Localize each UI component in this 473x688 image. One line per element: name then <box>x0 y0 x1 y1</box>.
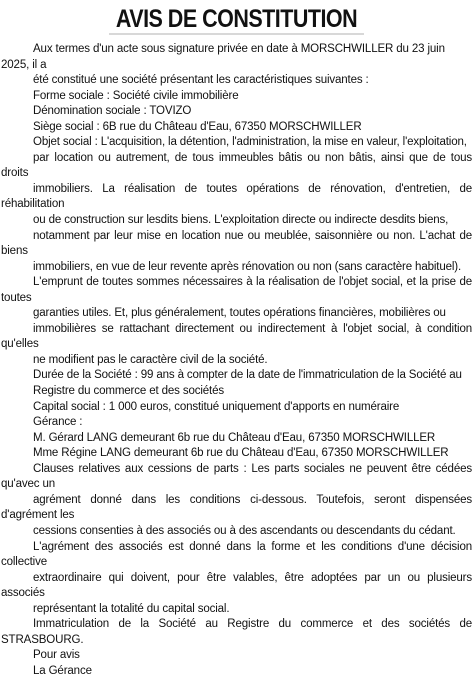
notice-line: représentant la totalité du capital social. <box>33 602 230 615</box>
notice-line: Registre du commerce et des sociétés <box>33 385 224 398</box>
notice-line: Objet social : L'acquisition, la détention, l'administration, la mise en valeur, l'exploitation, <box>33 136 467 149</box>
notice-line: immobiliers, en vue de leur revente après rénovation ou non (sans caractère habituel). <box>33 260 462 273</box>
notice-line: Mme Régine LANG demeurant 6b rue du Château d'Eau, 67350 MORSCHWILLER <box>33 447 449 460</box>
notice-line: Aux termes d'un acte sous signature privée en date à MORSCHWILLER du 23 juin 2025, il a <box>1 43 445 71</box>
notice-line: agrément donné dans les conditions ci-dessous. Toutefois, seront dispensées d'agrément les <box>1 493 472 522</box>
notice-line: Clauses relatives aux cessions de parts : Les parts sociales ne peuvent être cédées qu'avec un <box>1 462 472 491</box>
notice-body <box>1 42 472 679</box>
notice-line: par location ou autrement, de tous immeubles bâtis ou non bâtis, ainsi que de tous droits <box>1 151 472 180</box>
notice-line: immobiliers. La réalisation de toutes opérations de rénovation, d'entretien, de réhabilitation <box>1 182 472 211</box>
notice-line: Siège social : 6B rue du Château d'Eau, 67350 MORSCHWILLER <box>33 120 362 133</box>
notice-line: Gérance : <box>33 416 83 429</box>
notice-line: Capital social : 1 000 euros, constitué uniquement d'apports en numéraire <box>33 400 400 413</box>
notice-line: Pour avis <box>33 649 80 662</box>
notice-line: ou de construction sur lesdits biens. L'exploitation directe ou indirecte desdits biens, <box>33 214 449 227</box>
notice-line: L'agrément des associés est donné dans la forme et les conditions d'une décision collective <box>1 540 472 569</box>
title-underline <box>109 33 364 35</box>
notice-line: été constitué une société présentant les caractéristiques suivantes : <box>33 74 369 87</box>
notice-line: ne modifient pas le caractère civil de la société. <box>33 353 268 366</box>
notice-line: Forme sociale : Société civile immobilière <box>33 89 239 102</box>
notice-line: cessions consenties à des associés ou à des ascendants ou descendants du cédant. <box>33 524 456 537</box>
notice-signature: La Gérance <box>33 664 92 677</box>
notice-line: Immatriculation de la Société au Registre du commerce et des sociétés de STRASBOURG. <box>1 618 472 646</box>
page-title: AVIS DE CONSTITUTION <box>115 5 358 33</box>
notice-line: extraordinaire qui doivent, pour être valables, être adoptées par un ou plusieurs associés <box>1 571 472 600</box>
notice-line: M. Gérard LANG demeurant 6b rue du Château d'Eau, 67350 MORSCHWILLER <box>33 431 436 444</box>
notice-line: Durée de la Société : 99 ans à compter de la date de l'immatriculation de la Société au <box>33 369 462 382</box>
notice-line: Dénomination sociale : TOVIZO <box>33 105 192 118</box>
notice-line: notamment par leur mise en location nue ou meublée, saisonnière ou non. L'achat de biens <box>1 229 472 258</box>
notice-line: L'emprunt de toutes sommes nécessaires à la réalisation de l'objet social, et la prise de toutes <box>1 276 472 304</box>
notice-line: immobilières se rattachant directement ou indirectement à l'objet social, à condition qu'elles <box>1 322 472 351</box>
notice-line: garanties utiles. Et, plus généralement, toutes opérations financières, mobilières ou <box>33 307 446 320</box>
